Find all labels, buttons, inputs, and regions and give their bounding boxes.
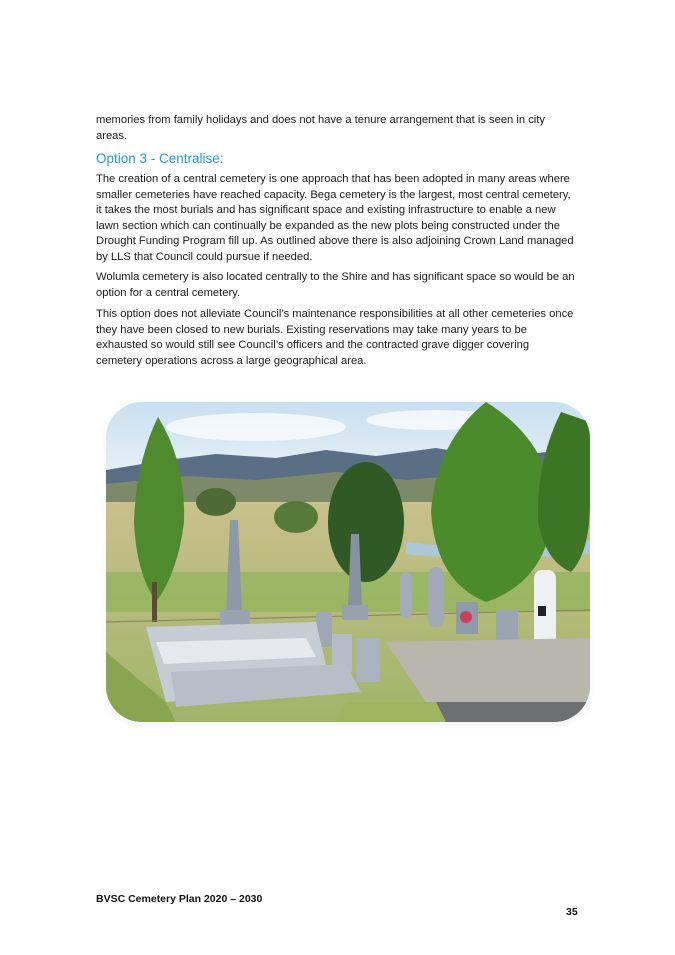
option-3-heading: Option 3 - Centralise: (96, 151, 224, 166)
centralise-paragraph-1: The creation of a central cemetery is one approach that has been adopted in many areas where smaller cemeteries have reached capacity. Bega cemetery is the largest, most central cemetery, it takes the most burials and has significant space and existing infrastructure to enable a new lawn section which can continually be expanded as the new plots being constructed under the Drought Funding Program fill up. As outlined above there is also adjoining Crown Land managed by LLS that Council could pursue if needed. (96, 173, 574, 263)
cemetery-photo (106, 402, 590, 722)
centralise-paragraph-3: This option does not alleviate Council’s maintenance responsibilities at all other cemeteries once they have been closed to new burials. Existing reservations may take many years to be exhausted so would still see Council’s officers and the contracted grave digger covering cemetery operations across a large geographical area. (96, 308, 574, 367)
flowers (460, 611, 472, 623)
headstone-plaque (538, 606, 546, 616)
cloud (166, 413, 346, 441)
distant-tree (274, 501, 318, 533)
headstone (400, 572, 412, 618)
distant-tree (196, 488, 236, 516)
centralise-paragraph-2: Wolumla cemetery is also located centrally to the Shire and has significant space so would be an option for a central cemetery. (96, 271, 575, 299)
obelisk-right-base (342, 605, 368, 620)
page-number: 35 (566, 906, 578, 918)
headstone (496, 610, 518, 640)
left-tree-trunk (152, 582, 157, 622)
footer-document-title: BVSC Cemetery Plan 2020 – 2030 (96, 893, 263, 905)
headstone (356, 638, 380, 682)
headstone (428, 567, 444, 627)
middle-tree (328, 462, 404, 582)
foreground-grass (336, 702, 446, 722)
intro-paragraph: memories from family holidays and does not have a tenure arrangement that is seen in city areas. (96, 114, 545, 142)
slab-shadow (426, 702, 590, 722)
